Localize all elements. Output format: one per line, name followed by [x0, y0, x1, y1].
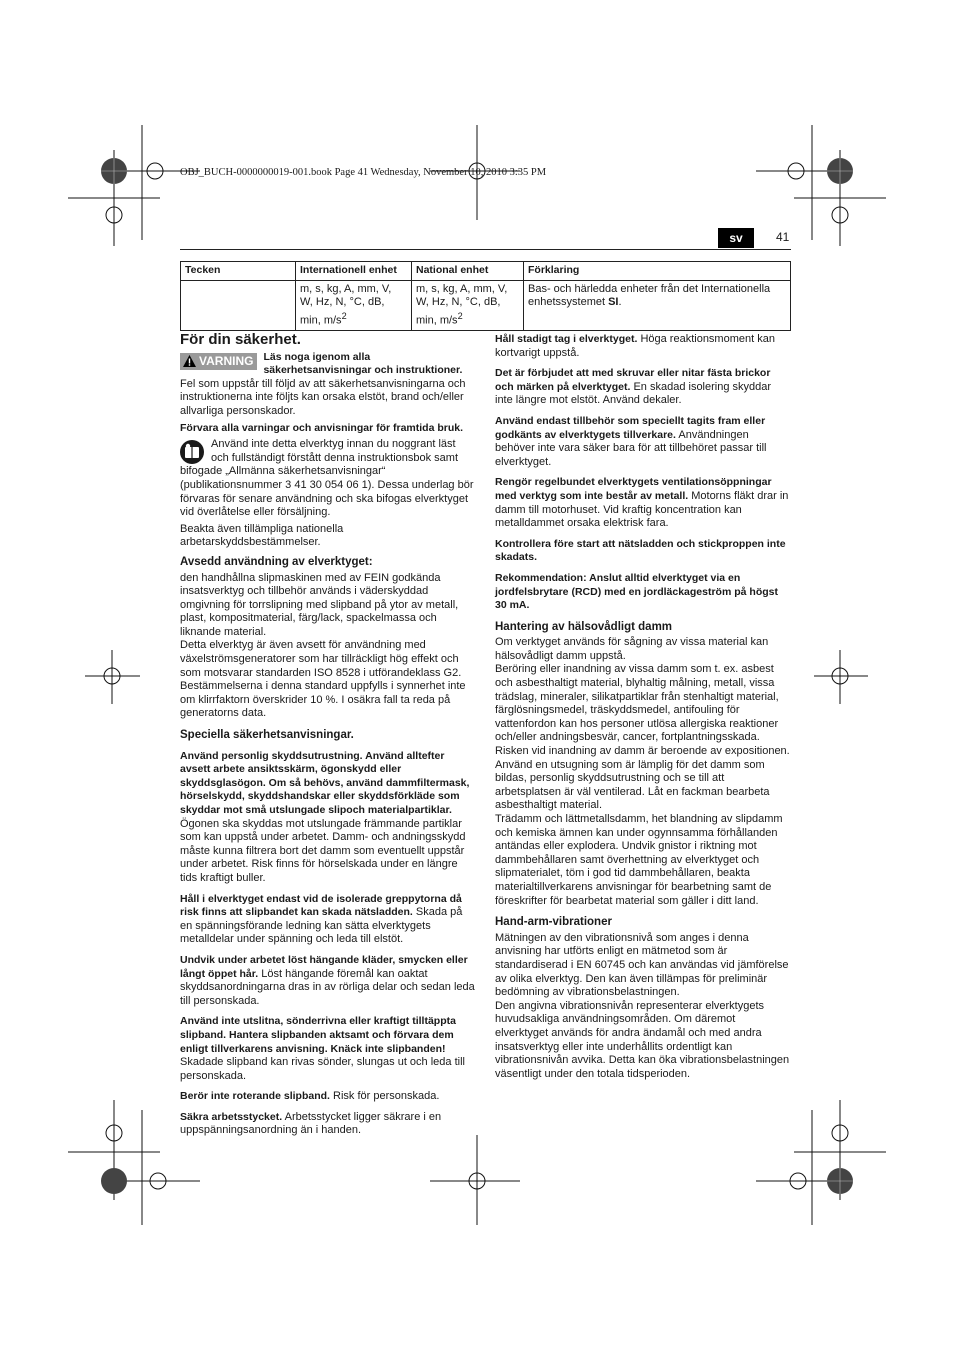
dust-p3: Trädamm och lättmetallsdamm, het blandning av slipdamm och kemiska ämnen kan under ogynnsamma förhållanden antändas eller explodera. Undvik gnistor i riktning mot dammbehållaren samt överhettning av elverktyget och slipmaterialet, töm i god tid dammbehållaren, beakta materialtillverkarens anvisningar för bearbetning samt de föreskrifter för bearbetat material som gäller i ditt land. [495, 813, 783, 907]
table-cell-explanation: Bas- och härledda enheter från det Internationella enhetssystemet SI. [524, 280, 791, 330]
list-item: Säkra arbetsstycket. Arbetsstycket ligger säkrare i en uppspänningsanordning än i handen. [180, 1110, 442, 1137]
dust-p2: Beröring eller inandning av vissa damm som t. ex. asbest och asbesthaltigt material, blyhaltig målning, metall, vissa trädslag, mineraler, silikatpartiklar från stenhaltigt material, färglösningsmedel, träskyddsmedel, antifouling för vattenfordon kan hos personer utlösa allergiska reaktioner och/eller andningsbesvär, cancer, fortplantningsskada. Risken vid inandning av damm är beroende av expositionen. Använd en utsugning som är lämplig för det damm som bildas, personlig skyddsutrustning och se till att arbetsplatsen är väl ventilerad. Låt en fackman bearbeta asbesthaltigt material. [495, 663, 790, 812]
intended-use-p1: den handhållna slipmaskinen med av FEIN godkända insatsverktyg och tillbehör används i väderskyddad omgivning för torrslipning med slipband på ytor av metall, plast, kompositmaterial, färg/lack, spackelmassa och liknande material. [180, 571, 459, 638]
list-item: Rengör regelbundet elverktygets ventilationsöppningar med verktyg som inte består av metall. Motorns fläkt drar in damm till motorhuset. Vid kraftig koncentration kan metalldammet orsaka elektrisk fara. [495, 476, 789, 530]
table-row [181, 280, 791, 330]
language-tag: sv [718, 228, 754, 248]
list-item: Rekommendation: Anslut alltid elverktyget via en jordfelsbrytare (RCD) med en jordläckageström på högst 30 mA. [495, 571, 778, 612]
book-paragraph: Använd inte detta elverktyg innan du noggrant läst och fullständigt förstått denna instruktionsbok samt bifogade „Allmänna säkerhetsanvisningar“ (publikationsnummer 3 41 30 054 06 1). Dessa underlag bör förvaras för senare användning och ska bifogas elverktyget vid överlåtelse eller försäljning. [180, 438, 474, 519]
warning-triangle-icon [183, 355, 196, 367]
units-table [180, 261, 791, 331]
table-header: Tecken [181, 262, 296, 281]
page-number: 41 [776, 230, 790, 244]
list-item: Använd endast tillbehör som speciellt tagits fram eller godkänts av elverktygets tillverkare. Användningen behöver inte vara säker bara för att tillbehöret passar till elverktyget. [495, 414, 767, 468]
table-cell-symbol [181, 280, 296, 330]
table-header-row [181, 262, 791, 281]
file-header: OBJ_BUCH-0000000019-001.book Page 41 Wednesday, November 10, 2010 3:35 PM [180, 167, 547, 178]
list-item: Kontrollera före start att nätsladden och stickproppen inte skadats. [495, 537, 786, 564]
table-header: National enhet [412, 262, 524, 281]
read-manual-icon [180, 440, 204, 464]
list-item: Håll stadigt tag i elverktyget. Höga reaktionsmoment kan kortvarigt uppstå. [495, 333, 775, 359]
list-item: Berör inte roterande slipband. Risk för personskada. [180, 1090, 440, 1103]
vibration-p1: Mätningen av den vibrationsnivå som anges i denna anvisning har utförts enligt en mätmetod som är standardiserad i EN 60745 och kan användas vid jämförelse av olika elverktyg. Den kan även tillämpas för preliminär bedömning av vibrationsbelastningen. [495, 931, 789, 999]
table-header: Internationell enhet [296, 262, 412, 281]
special-safety-heading: Speciella säkerhetsanvisningar. [180, 729, 354, 742]
intended-use-heading: Avsedd användning av elverktyget: [180, 555, 373, 568]
list-item: Håll i elverktyget endast vid de isolerade greppytorna då risk finns att slipbandet kan skada nätsladden. Skada på en spänningsförande ledning kan sätta elverktygets metalldelar under spänning och leda till elstöt. [180, 892, 463, 946]
list-item: Det är förbjudet att med skruvar eller nitar fästa brickor och märken på elverktyget. En skadad isolering skyddar inte längre mot elstöt. Använd dekaler. [495, 367, 772, 407]
dust-p1: Om verktyget används för sågning av vissa material kan hälsovådligt damm uppstå. [495, 636, 769, 662]
warning-paragraph: VARNING Läs noga igenom alla säkerhetsanvisningar och instruktioner. Fel som uppstår till följd av att säkerhetsanvisningarna och instruktionerna inte följts kan orsaka elstöt, brand och/eller allvarliga personskador. [180, 350, 466, 417]
left-column [180, 333, 476, 1141]
section-title: För din säkerhet. [180, 331, 301, 348]
dust-heading: Hantering av hälsovådligt damm [495, 620, 673, 633]
table-cell-national: m, s, kg, A, mm, V, W, Hz, N, °C, dB, min, $m/s^2$ [412, 280, 524, 330]
table-header: Förklaring [524, 262, 791, 281]
header-rule [180, 249, 791, 250]
right-column [495, 333, 791, 1084]
vibration-heading: Hand-arm-vibrationer [495, 916, 612, 929]
keep-instructions: Förvara alla varningar och anvisningar för framtida bruk. [180, 421, 463, 434]
list-item: Använd inte utslitna, sönderrivna eller kraftigt tilltäppta slipband. Hantera slipbanden aktsamt och förvara dem enligt tillverkarens anvisning. Knäck inte slipbanden! Skadade slipband kan rivas sönder, slungas ut och leda till personskada. [180, 1015, 465, 1082]
vibration-p2: Den angivna vibrationsnivån representerar elverktygets huvudsakliga användningsområden. Om däremot elverktyget används för andra ändamål och med andra insatsverktyg eller inte underhållits ordentligt kan vibrationsnivån avvika. Detta kan öka vibrationsbelastningen väsentligt under den totala tidsperioden. [495, 999, 790, 1080]
national-regulations: Beakta även tillämpliga nationella arbetarskyddsbestämmelser. [180, 522, 344, 549]
warning-badge: VARNING [180, 353, 257, 371]
list-item: Använd personlig skyddsutrustning. Använd alltefter avsett arbete ansiktsskärm, ögonskydd eller skyddsglasögon. Om så behövs, använd dammfiltermask, hörselskydd, skyddshandskar eller skyddsförkläde som skyddar mot små utslungade slipoch materialpartiklar. Ögonen ska skyddas mot utslungade främmande partiklar som kan uppstå under arbetet. Damm- och andningsskydd måste kunna filtrera bort det damm som eventuellt uppstår under arbetet. Risk finns för hörselskada under en längre tids kraftigt buller. [180, 749, 470, 884]
intended-use-p2: Detta elverktyg är även avsett för användning med växelströmsgeneratorer som har tillräckligt hög effekt och som motsvarar standarden ISO 8528 i utförandeklass G2. Bestämmelserna i denna standard uppfylls i synnerhet inte om klirrfaktorn överskrider 10 %. I osäkra fall ta reda på generatorns data. [180, 639, 466, 720]
table-cell-intl: m, s, kg, A, mm, V, W, Hz, N, °C, dB, min, $m/s^2$ [296, 280, 412, 330]
list-item: Undvik under arbetet löst hängande kläder, smycken eller långt öppet hår. Löst hängande föremål kan oaktat skyddsanordningarna dras in av rörliga delar och sedan leda till personskada. [180, 953, 475, 1007]
